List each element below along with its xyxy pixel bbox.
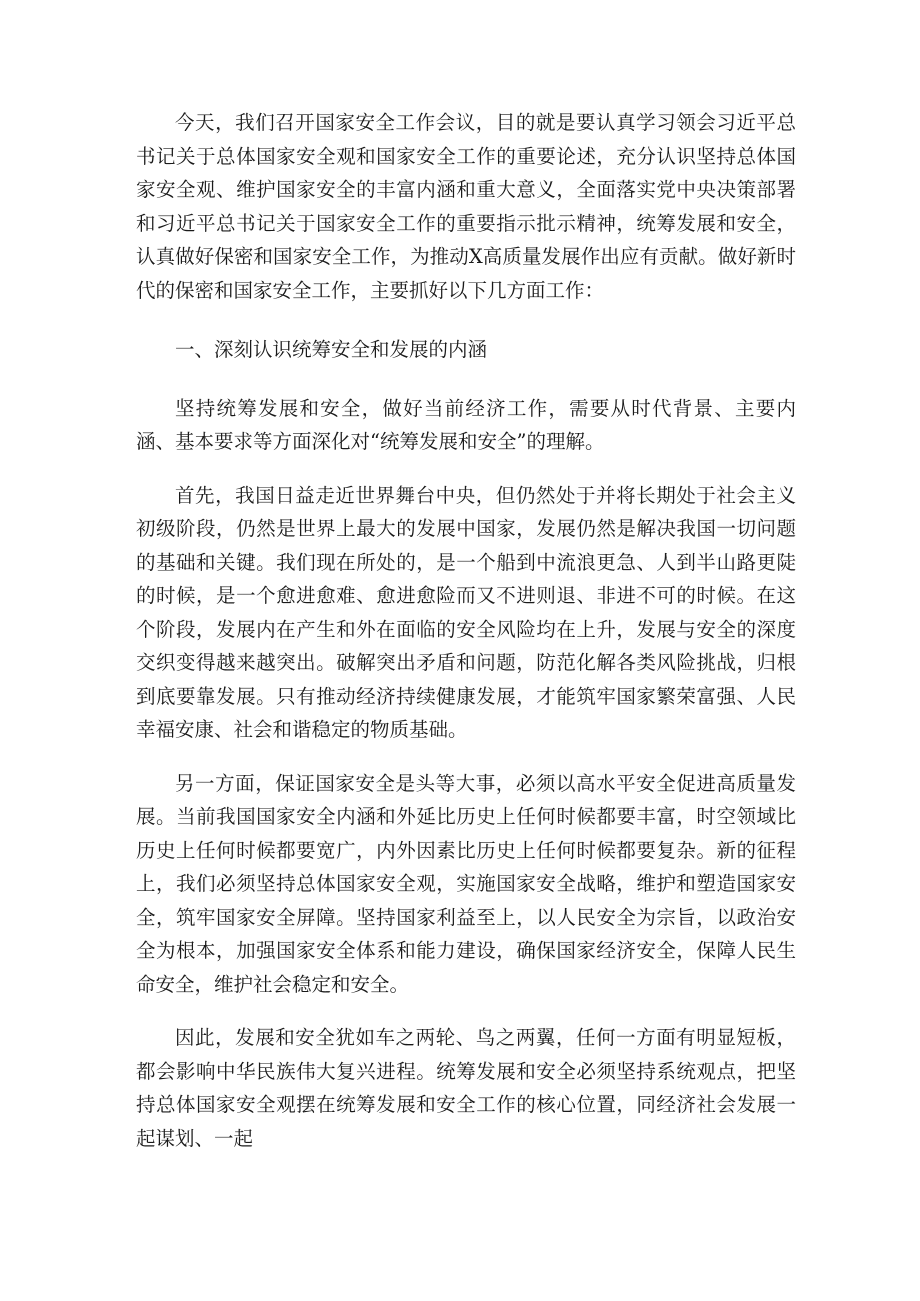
body-paragraph: 首先，我国日益走近世界舞台中央，但仍然处于并将长期处于社会主义初级阶段，仍然是世界上最大的发展中国家，发展仍然是解决我国一切问题的基础和关键。我们现在所处的，是一个船到中流浪更急、人到半山路更陡的时候，是一个愈进愈难、愈进愈险而又不进则退、非进不可的时候。在这个阶段，发展内在产生和外在面临的安全风险均在上升，发展与安全的深度交织变得越来越突出。破解突出矛盾和问题，防范化解各类风险挑战，归根到底要靠发展。只有推动经济持续健康发展，才能筑牢国家繁荣富强、人民幸福安康、社会和谐稳定的物质基础。 — [136, 483, 796, 741]
document-body — [136, 106, 796, 1155]
body-paragraph: 坚持统筹发展和安全，做好当前经济工作，需要从时代背景、主要内涵、基本要求等方面深化对“统筹发展和安全”的理解。 — [136, 396, 796, 453]
body-paragraph: 另一方面，保证国家安全是头等大事，必须以高水平安全促进高质量发展。当前我国国家安全内涵和外延比历史上任何时候都要丰富，时空领域比历史上任何时候都要宽广，内外因素比历史上任何时候都要复杂。新的征程上，我们必须坚持总体国家安全观，实施国家安全战略，维护和塑造国家安全，筑牢国家安全屏障。坚持国家利益至上，以人民安全为宗旨，以政治安全为根本，加强国家安全体系和能力建设，确保国家经济安全，保障人民生命安全，维护社会稳定和安全。 — [136, 771, 796, 996]
intro-paragraph: 今天，我们召开国家安全工作会议，目的就是要认真学习领会习近平总书记关于总体国家安全观和国家安全工作的重要论述，充分认识坚持总体国家安全观、维护国家安全的丰富内涵和重大意义，全面落实党中央决策部署和习近平总书记关于国家安全工作的重要指示批示精神，统筹发展和安全，认真做好保密和国家安全工作，为推动X高质量发展作出应有贡献。做好新时代的保密和国家安全工作，主要抓好以下几方面工作： — [136, 111, 796, 302]
section-heading: 一、深刻认识统筹安全和发展的内涵 — [175, 338, 488, 361]
body-paragraph: 因此，发展和安全犹如车之两轮、鸟之两翼，任何一方面有明显短板，都会影响中华民族伟大复兴进程。统筹发展和安全必须坚持系统观点，把坚持总体国家安全观摆在统筹发展和安全工作的核心位置，同经济社会发展一起谋划、一起 — [136, 1026, 796, 1150]
